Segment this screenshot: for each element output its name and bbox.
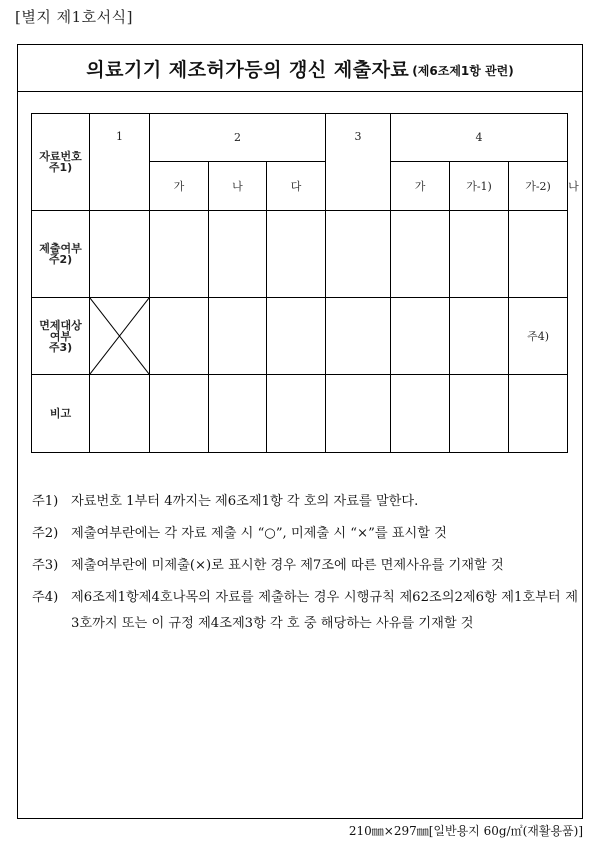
note-number: 주4): [32, 590, 59, 605]
note-item: [32, 525, 578, 543]
table-cell[interactable]: [509, 211, 568, 298]
table-cell[interactable]: [267, 375, 326, 453]
table-cell[interactable]: [90, 211, 150, 298]
row-label-note-ref: 주2): [48, 253, 73, 266]
table-cell[interactable]: [209, 211, 267, 298]
table-cell[interactable]: [267, 211, 326, 298]
subheader-cell: 가: [391, 162, 450, 211]
note-text: 자료번호 1부터 4까지는 제6조제1항 각 호의 자료를 말한다.: [71, 494, 419, 509]
subheader-cell: 다: [267, 162, 326, 211]
table-row-header-sub: 가 나 다 가 가-1) 가-2) 나: [32, 162, 568, 211]
note-text: 제6조제1항제4호나목의 자료를 제출하는 경우 시행규칙 제62조의2제6항 제1호부터 제3호까지 또는 이 규정 제4조제3항 각 호 중 해당하는 사유를 기재할 것: [71, 590, 578, 631]
crossed-out-cell: [90, 298, 150, 375]
table-row-exempt: [32, 298, 568, 375]
table-row-remarks: [32, 375, 568, 453]
row-label-text: 자료번호: [39, 150, 82, 163]
header-cell-3: 3: [326, 114, 391, 211]
row-label-exempt: [32, 298, 90, 375]
row-label-submitted: [32, 211, 90, 298]
row-label-note-ref: 주3): [48, 340, 73, 354]
table-cell[interactable]: [267, 298, 326, 375]
cross-mark-icon: [90, 298, 149, 374]
table-cell[interactable]: [326, 298, 391, 375]
note-number: 주2): [32, 526, 59, 541]
table-row-header-top: [32, 114, 568, 162]
table-cell[interactable]: [209, 298, 267, 375]
row-label-text: 여부: [49, 329, 72, 343]
row-label-data-number: [32, 114, 90, 211]
table-cell[interactable]: [209, 375, 267, 453]
header-cell-1: 1: [90, 114, 150, 211]
table-cell[interactable]: [150, 211, 209, 298]
note-text: 제출여부란에는 각 자료 제출 시 “○”, 미제출 시 “×”를 표시할 것: [71, 526, 447, 541]
note-item: [32, 557, 578, 575]
title-bar: [18, 45, 582, 92]
note-number: 주1): [32, 494, 59, 509]
table-cell[interactable]: [450, 211, 509, 298]
table-cell[interactable]: [326, 375, 391, 453]
table-cell[interactable]: [391, 211, 450, 298]
header-cell-2: 2: [150, 114, 326, 162]
subheader-cell: 가: [150, 162, 209, 211]
table-cell[interactable]: [150, 375, 209, 453]
table-cell[interactable]: [509, 375, 568, 453]
subheader-cell: 가-2): [509, 162, 568, 211]
row-label-remarks: 비고: [32, 375, 90, 453]
form-title-subtitle: (제6조제1항 관련): [412, 63, 514, 78]
table-cell[interactable]: [326, 211, 391, 298]
subheader-cell: 가-1): [450, 162, 509, 211]
subheader-cell: 나: [209, 162, 267, 211]
table-cell[interactable]: [391, 375, 450, 453]
table-cell[interactable]: [450, 375, 509, 453]
table-cell[interactable]: [150, 298, 209, 375]
note-item: [32, 493, 578, 511]
form-frame: [17, 44, 583, 819]
header-cell-4: 4: [391, 114, 568, 162]
table-cell[interactable]: [90, 375, 150, 453]
paper-spec-footer: 210㎜×297㎜[일반용지 60g/㎡(재활용품)]: [348, 824, 583, 838]
note-text: 제출여부란에 미제출(×)로 표시한 경우 제7조에 따른 면제사유를 기재할 것: [71, 558, 504, 573]
exempt-note-cell[interactable]: 주4): [509, 298, 568, 375]
row-label-text: 제출여부: [39, 242, 82, 255]
note-number: 주3): [32, 558, 59, 573]
form-number-label: [별지 제1호서식]: [15, 8, 133, 26]
table-row-submitted: [32, 211, 568, 298]
row-label-text: 면제대상: [39, 318, 82, 332]
notes-section: [32, 493, 578, 651]
note-item: [32, 589, 578, 637]
table-cell[interactable]: [450, 298, 509, 375]
form-title: 의료기기 제조허가등의 갱신 제출자료: [86, 58, 410, 81]
submission-table: [31, 113, 579, 453]
table-cell[interactable]: [391, 298, 450, 375]
row-label-note-ref: 주1): [48, 161, 73, 174]
